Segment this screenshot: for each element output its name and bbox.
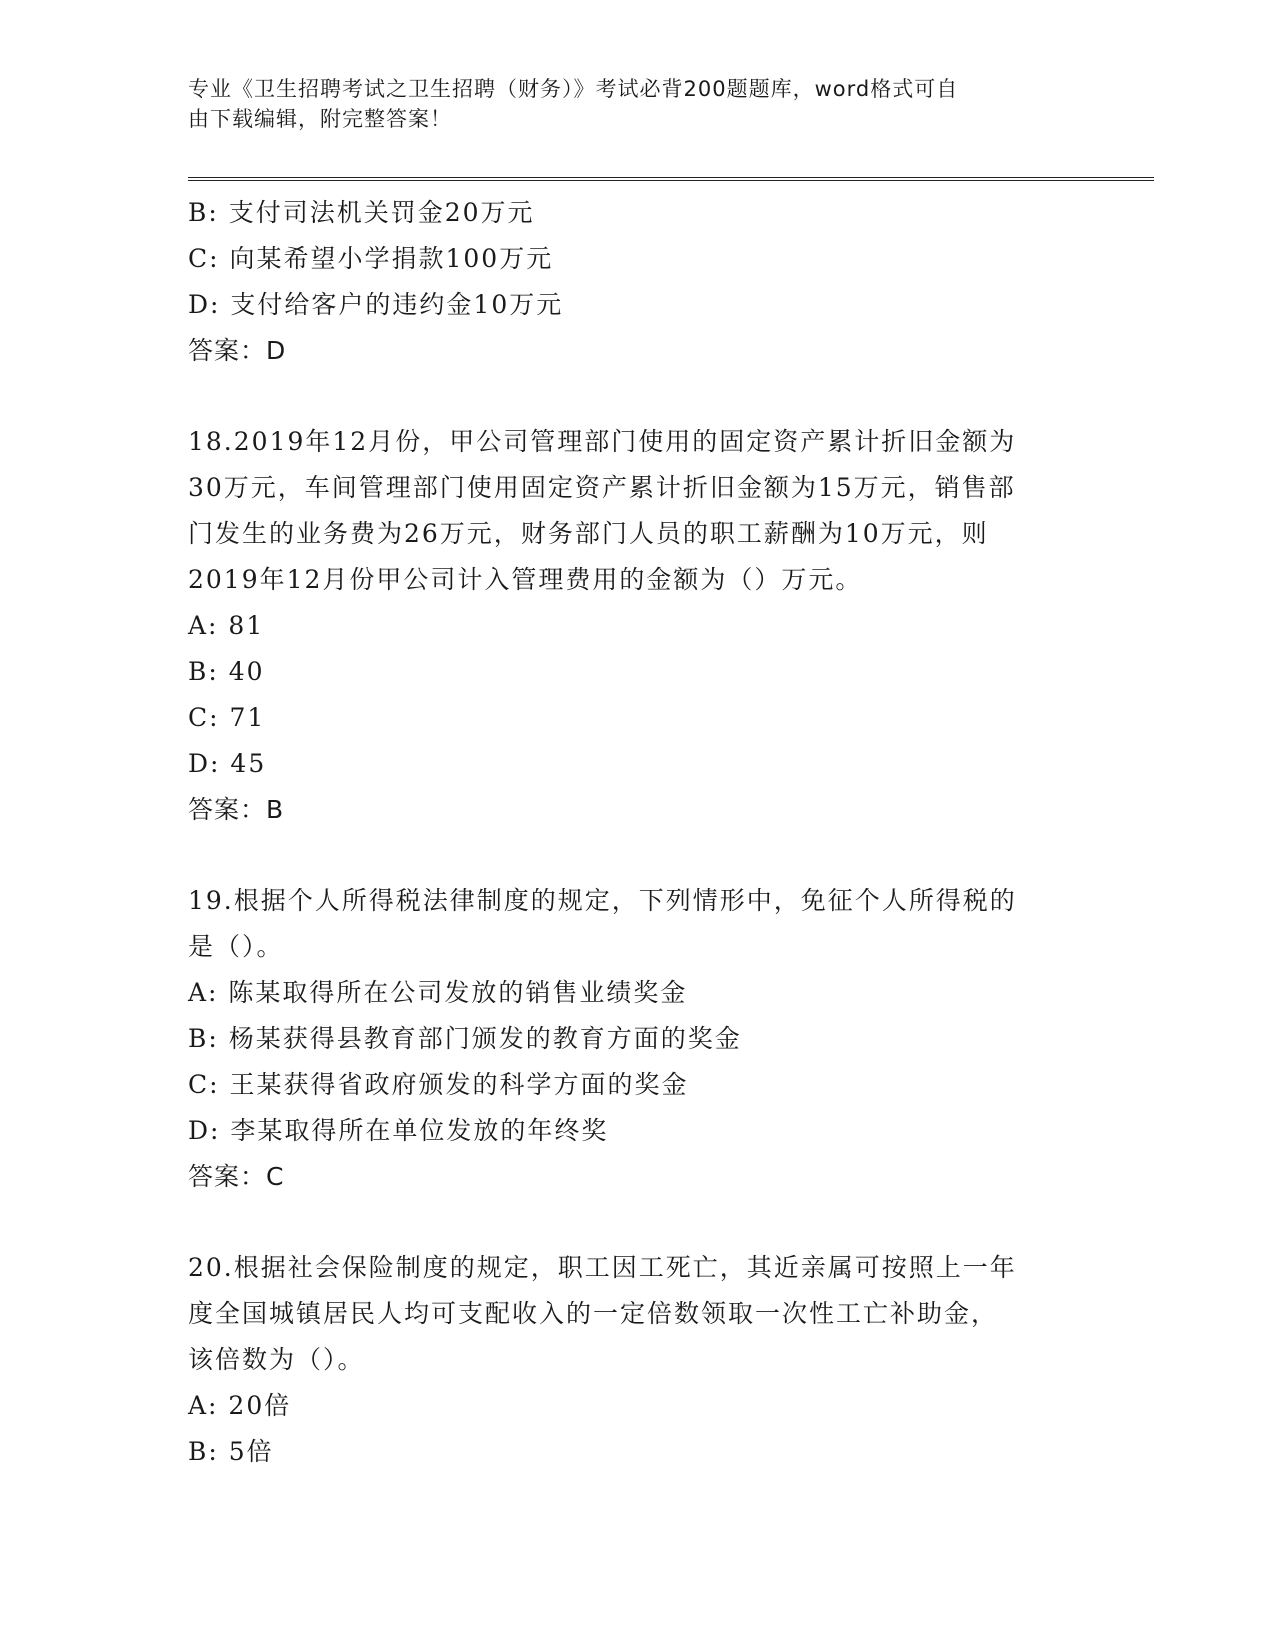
question-19 [188,878,1088,1200]
header-divider [188,177,1154,181]
answer-line: 答案：C [188,1162,285,1191]
option-d: D: 45 [188,749,267,778]
question-stem-line: 18.2019年12月份，甲公司管理部门使用的固定资产累计折旧金额为 [188,427,1017,456]
question-list [188,190,1088,1475]
option-b: B: 支付司法机关罚金20万元 [188,198,535,227]
answer-line: 答案：B [188,795,285,824]
question-stem-line: 门发生的业务费为26万元，财务部门人员的职工薪酬为10万元，则 [188,519,989,548]
question-20 [188,1245,1088,1475]
header-line-1: 专业《卫生招聘考试之卫生招聘（财务）》考试必背200题题库，word格式可自 [188,77,959,101]
answer-line: 答案：D [188,336,287,365]
option-d: D: 李某取得所在单位发放的年终奖 [188,1116,609,1145]
question-18 [188,419,1088,833]
option-d: D: 支付给客户的违约金10万元 [188,290,564,319]
option-b: B: 40 [188,657,265,686]
question-stem-line: 2019年12月份甲公司计入管理费用的金额为（）万元。 [188,565,863,594]
option-b: B: 5倍 [188,1437,274,1466]
header-line-2: 由下载编辑，附完整答案！ [188,107,452,131]
option-a: A: 20倍 [188,1391,292,1420]
option-a: A: 81 [188,611,265,640]
option-c: C: 71 [188,703,266,732]
question-stem-line: 是（）。 [188,932,284,961]
option-c: C: 向某希望小学捐款100万元 [188,244,554,273]
question-stem-line: 20.根据社会保险制度的规定，职工因工死亡，其近亲属可按照上一年 [188,1253,1017,1282]
option-c: C: 王某获得省政府颁发的科学方面的奖金 [188,1070,689,1099]
question-stem-line: 19.根据个人所得税法律制度的规定，下列情形中，免征个人所得税的 [188,886,1017,915]
prev-question-block [188,190,1088,374]
question-stem-line: 度全国城镇居民人均可支配收入的一定倍数领取一次性工亡补助金， [188,1299,999,1328]
option-b: B: 杨某获得县教育部门颁发的教育方面的奖金 [188,1024,742,1053]
question-stem-line: 该倍数为（）。 [188,1345,365,1374]
option-a: A: 陈某取得所在公司发放的销售业绩奖金 [188,978,688,1007]
question-stem-line: 30万元，车间管理部门使用固定资产累计折旧金额为15万元，销售部 [188,473,1016,502]
document-header [188,74,1068,134]
